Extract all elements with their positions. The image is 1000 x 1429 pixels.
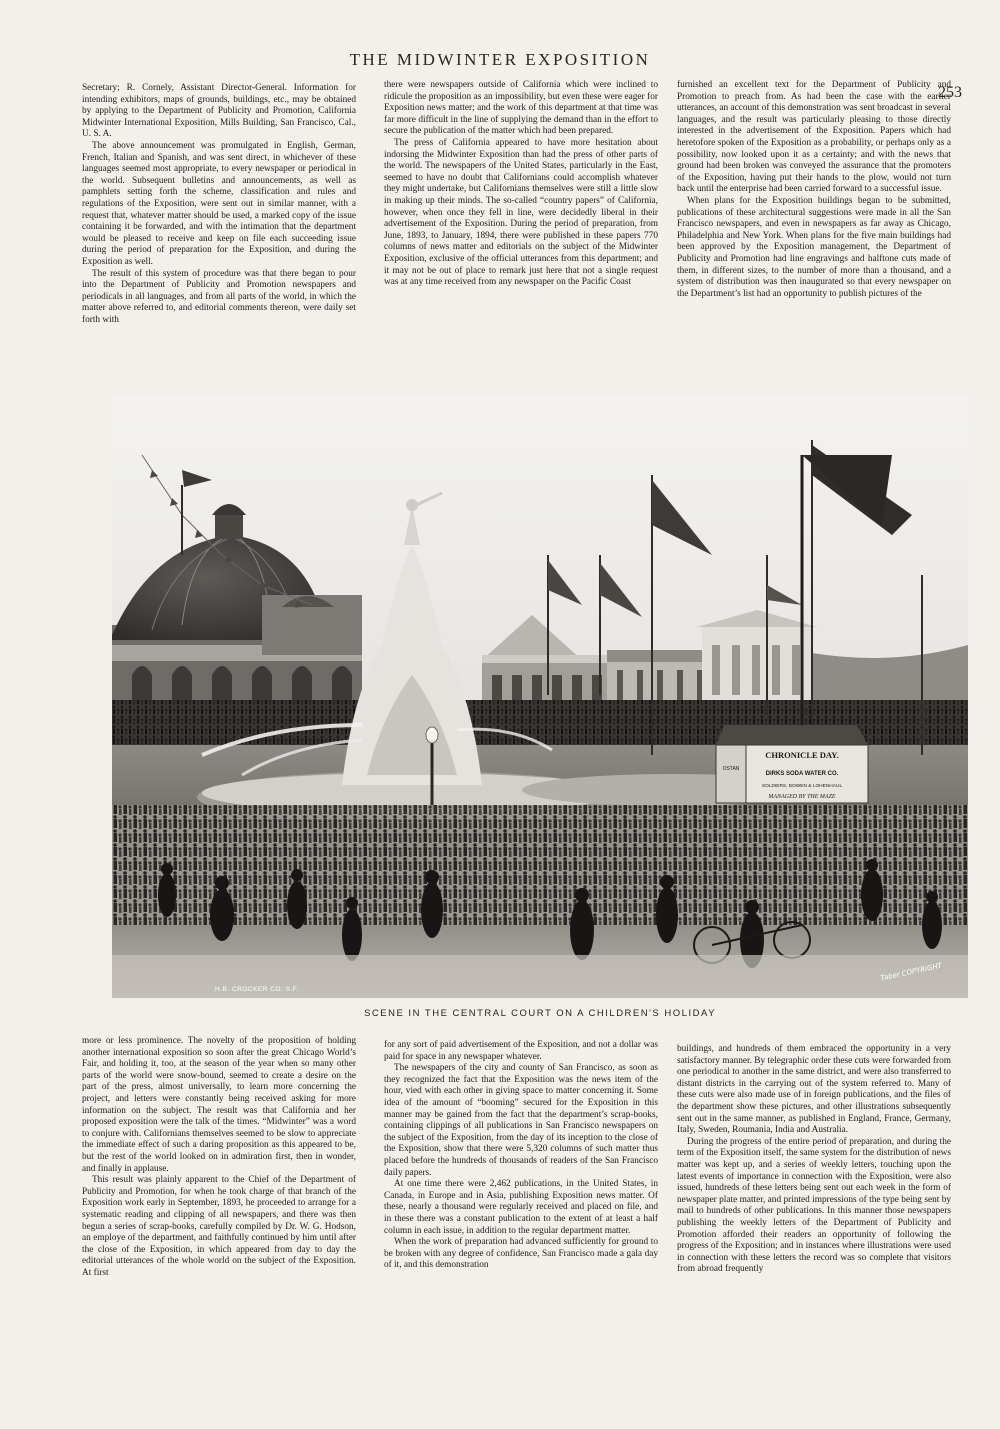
paragraph: When plans for the Exposition buildings began to be submitted, publications of these architectural suggestions were made in all the San Francisco newspapers, and even in newspapers as far away as Chicago, Philadelphia and New York. When plans for the five main buildings had been approved by the Exposition management, the Department of Publicity and Promotion had line engravings and halftone cuts made of them, in different sizes, to the number of more than a thousand, and a system of distribution was then inaugurated so that every newspaper on the Department’s list had an opportunity to publish pictures of the	[677, 195, 951, 299]
paragraph: for any sort of paid advertisement of the Exposition, and not a dollar was paid for space in any newspaper whatever.	[384, 1040, 658, 1062]
running-head-title: THE MIDWINTER EXPOSITION	[349, 50, 651, 69]
paragraph: The newspapers of the city and county of San Francisco, as soon as they recognized the fact that the Exposition was the news item of the hour, vied with each other in giving space to matter concerning it. Some idea of the amount of “booming” secured for the Exposition in this manner may be gained from the fact that the department’s scrap-books, containing clippings of all publications in San Francisco newspapers on the subject of the Exposition, from the day of its inception to the close of the Exposition, show that there were 5,320 columns of such matter thus placed before the hundreds of thousands of readers of the San Francisco daily papers.	[384, 1063, 658, 1178]
bottom-right-column	[677, 1044, 951, 1374]
paragraph: At one time there were 2,462 publications, in the United States, in Canada, in Europe and in Asia, publishing Exposition news matter. Of these, nearly a thousand were regularly received and placed on file, and in these there was a constant publication to the extent of at least a half column in each issue, in addition to the regular department matter.	[384, 1179, 658, 1236]
paragraph: The above announcement was promulgated in English, German, French, Italian and Spanish, and was sent direct, in whichever of these languages seemed most appropriate, to every newspaper or periodical in the world. Subsequent bulletins and announcements, as well as pamphlets setting forth the scheme, classification and rules and regulations of the Exposition, were sent out in similar manner, with a request that, whatever matter should be used, a marked copy of the issue containing it be forwarded, and with the intimation that the department would be pleased to receive and keep on file each succeeding issue during the period of preparation for the Exposition, and during the Exposition as well.	[82, 140, 356, 267]
paragraph: furnished an excellent text for the Department of Publicity and Promotion to preach from. As had been the case with the earlier utterances, an account of this demonstration was sent broadcast in several languages, and the result was particularly pleasing to those directly interested in the advertisement of the Exposition. Papers which had heretofore spoken of the Exposition as a probability, or perhaps only as a possibility, now looked upon it as a certainty; and with the news that ground had been broken was conveyed the assurance that the promoters of the Exposition, having put their hands to the plow, would not turn back until the enterprise had been carried forward to a successful issue.	[677, 80, 951, 195]
paragraph: buildings, and hundreds of them embraced the opportunity in a very satisfactory manner. By telegraphic order these cuts were forwarded from one periodical to another in the same district, and were also transferred to distant districts in the carrying out of the system referred to. Many of these cuts were also made use of in foreign publications, and the files of the department show these pictures, and other illustrations subsequently sent out in the same manner, as published in England, France, Germany, Italy, Sweden, Roumania, India and Australia.	[677, 1044, 951, 1136]
paragraph: there were newspapers outside of California which were inclined to ridicule the proposition as an impossibility, but even these were eager for Exposition news matter; and the work of this department at that time was far more difficult in the line of supplying the demand than in the effort to secure the publication of the matter which had been prepared.	[384, 80, 658, 137]
top-right-column	[677, 80, 951, 402]
exposition-photograph	[112, 395, 968, 998]
sign-side: OSTAN	[722, 766, 740, 772]
paragraph: During the progress of the entire period of preparation, and during the term of the Exposition itself, the same system for the distribution of news matter was kept up, and a series of weekly letters, touching upon the latest events of importance in connection with the Exposition, were also issued, hundreds of these letters being sent out each week in the form of newspaper plate matter, and printed impressions of the type being sent by mail to hundreds of other publications. In this manner those newspapers publishing the weekly letters of the Department of Publicity and Promotion afforded their readers an opportunity of following the progress of the Exposition; and in instances where illustrations were used in connection with these letters the record was so complete that visitors from abroad frequently	[677, 1136, 951, 1275]
sign-company: DIRKS SODA WATER CO.	[765, 771, 839, 777]
paragraph: Secretary; R. Cornely, Assistant Director-General. Information for intending exhibitors, maps of grounds, buildings, etc., may be obtained by applying to the Department of Publicity and Promotion, California Midwinter International Exposition, Mills Building, San Francisco, Cal., U. S. A.	[82, 83, 356, 140]
photo-caption: SCENE IN THE CENTRAL COURT ON A CHILDREN'S HOLIDAY	[364, 1008, 716, 1019]
paragraph: This result was plainly apparent to the Chief of the Department of Publicity and Promotion, for when he took charge of that branch of the Exposition work early in September, 1893, he proceeded to arrange for a systematic reading and clipping of all newspapers, and there was then begun a series of scrap-books, carefully compiled by Dr. W. G. Hodson, an employe of the department, and faithfully continued by him until after the close of the Exposition, in which appeared from day to day the editorial utterances of the whole world on the subject of the Exposition. At first	[82, 1175, 356, 1278]
sign-maze: MANAGED BY THE MAZE	[768, 794, 836, 800]
sign-title: CHRONICLE DAY.	[765, 750, 839, 760]
paragraph: When the work of preparation had advanced sufficiently for ground to be broken with any degree of confidence, San Francisco made a gala day of it, and this demonstration	[384, 1237, 658, 1271]
photo-copyright: Taber COPYRIGHT	[879, 961, 943, 983]
photo-credit: H.B. CROCKER CO. S.F.	[215, 986, 299, 993]
page-number: 253	[938, 84, 962, 101]
sign-line: SOLDIERS, BOWEN & LOHENHAUL	[761, 784, 843, 789]
bottom-left-column	[82, 1036, 356, 1366]
top-left-column	[82, 83, 356, 401]
top-middle-column	[384, 80, 658, 402]
paragraph: The press of California appeared to have more hesitation about indorsing the Midwinter Exposition than had the press of other parts of the world. The newspapers of the United States, particularly in the East, seemed to have no doubt that Californians could accomplish whatever they might undertake, but Californians themselves were still a little slow in making up their minds. The so-called “country papers” of California, however, when once they fell in line, were decidedly liberal in their advertisement of the Exposition. During the period of preparation, from June, 1893, to January, 1894, there were published in these papers 770 columns of news matter and editorials on the subject of the Midwinter Exposition, exclusive of the official utterances from this department; and it may not be out of place to remark just here that not a single request was at any time received from any newspaper on the Pacific Coast	[384, 137, 658, 288]
paragraph: The result of this system of procedure was that there began to pour into the Department of Publicity and Promotion newspapers and periodicals in all languages, and from all parts of the world, in which the matter above referred to, and editorial comments thereon, were daily set forth with	[82, 268, 356, 325]
paragraph: more or less prominence. The novelty of the proposition of holding another international exposition so soon after the great Chicago World’s Fair, and holding it, too, at the season of the year when so many other parts of the world were snow-bound, seemed to create a desire on the part of the press, almost universally, to learn more concerning the project, and letters were constantly being received asking for more information on the subject. The result was that California and her proposed exposition were the talk of the times. “Midwinter” was a word to conjure with. Californians themselves seemed to be slow to appreciate the immediate effect of such a daring proposition as this appeared to be, but the rest of the world looked on in admiration first, then in wonder, and finally in applause.	[82, 1036, 356, 1174]
bottom-middle-column	[384, 1040, 658, 1370]
